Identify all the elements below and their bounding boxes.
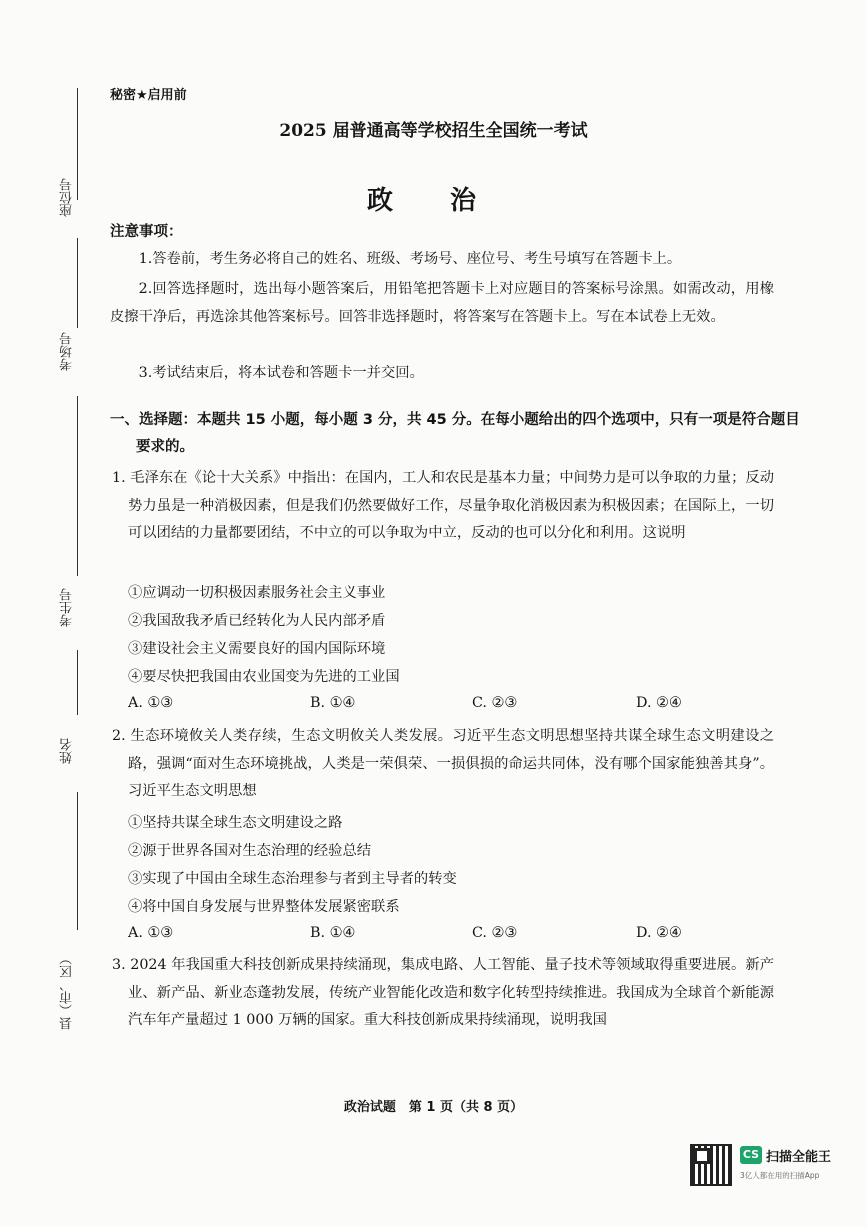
question-stem: 3. 2024 年我国重大科技创新成果持续涌现，集成电路、人工智能、量子技术等领域取得重要进展。新产业、新产品、新业态蓬勃发展，传统产业智能化改造和数字化转型持续推进。我国成为全球首个新能源汽车年产量超过 1 000 万辆的国家。重大科技创新成果持续涌现，说明我国 <box>112 957 774 1028</box>
notice-heading: 注意事项： <box>110 224 183 240</box>
choice-b: B. ①④ <box>310 695 356 711</box>
statement: ③建设社会主义需要良好的国内国际环境 <box>128 641 386 657</box>
binding-line <box>77 396 78 576</box>
section-heading-text: 一、选择题：本题共 15 小题，每小题 3 分，共 45 分。在每小题给出的四个选项中，只有一项是符合题目要求的。 <box>110 412 800 455</box>
choice-a: A. ①③ <box>128 925 174 941</box>
notice-item: 1.答卷前，考生务必将自己的姓名、班级、考场号、座位号、考生号填写在答题卡上。 <box>138 251 682 267</box>
statement: ③实现了中国由全球生态治理参与者到主导者的转变 <box>128 871 457 887</box>
choice-c: C. ②③ <box>472 925 518 941</box>
question-stem: 1. 毛泽东在《论十大关系》中指出：在国内，工人和农民是基本力量；中间势力是可以争取的力量；反动势力虽是一种消极因素，但是我们仍然要做好工作，尽量争取化消极因素为积极因素；在国际上，一切可以团结的力量都要团结，不中立的可以争取为中立，反动的也可以分化和利用。这说明 <box>112 470 774 541</box>
choice-c: C. ②③ <box>472 695 518 711</box>
section-heading <box>110 407 802 461</box>
choice-d: D. ②④ <box>636 925 682 941</box>
statement: ①应调动一切积极因素服务社会主义事业 <box>128 585 386 601</box>
choice-b: B. ①④ <box>310 925 356 941</box>
question-2 <box>112 723 774 806</box>
name-label: 姓名 <box>60 738 75 764</box>
camscanner-logo-icon: CS <box>740 1146 762 1164</box>
exam-title: 2025 届普通高等学校招生全国统一考试 <box>279 121 588 141</box>
statement: ④将中国自身发展与世界整体发展紧密联系 <box>128 899 400 915</box>
seat-number-label: 座位号 <box>60 178 75 217</box>
notice-item: 3.考试结束后，将本试卷和答题卡一并交回。 <box>138 365 424 381</box>
watermark-tagline: 3亿人都在用的扫描App <box>740 1171 820 1180</box>
statement: ②我国敌我矛盾已经转化为人民内部矛盾 <box>128 613 386 629</box>
watermark-app-name: 扫描全能王 <box>766 1150 832 1165</box>
statement: ①坚持共谋全球生态文明建设之路 <box>128 815 343 831</box>
notice-item: 2.回答选择题时，选出每小题答案后，用铅笔把答题卡上对应题目的答案标号涂黑。如需改动，用橡皮擦干净后，再选涂其他答案标号。回答非选择题时，将答案写在答题卡上。写在本试卷上无效。 <box>110 281 774 325</box>
statement: ④要尽快把我国由农业国变为先进的工业国 <box>128 669 400 685</box>
confidential-label: 秘密★启用前 <box>110 88 187 103</box>
candidate-number-label: 考生号 <box>60 588 75 627</box>
statement: ②源于世界各国对生态治理的经验总结 <box>128 843 372 859</box>
question-stem: 2. 生态环境攸关人类存续，生态文明攸关人类发展。习近平生态文明思想坚持共谋全球生态文明建设之路，强调“面对生态环境挑战，人类是一荣俱荣、一损俱损的命运共同体，没有哪个国家能独善其身”。习近平生态文明思想 <box>112 728 774 799</box>
question-1 <box>112 465 774 548</box>
qr-code-icon <box>690 1144 732 1186</box>
binding-line <box>77 238 78 328</box>
exam-room-label: 考场号 <box>60 332 75 371</box>
question-3 <box>112 952 774 1035</box>
choice-d: D. ②④ <box>636 695 682 711</box>
binding-line <box>77 792 78 930</box>
binding-line <box>77 650 78 715</box>
page-footer: 政治试题 第 1 页（共 8 页） <box>343 1100 524 1115</box>
choice-a: A. ①③ <box>128 695 174 711</box>
county-label: 县（市、区） <box>60 952 75 1030</box>
subject-title: 政 治 <box>366 186 501 216</box>
